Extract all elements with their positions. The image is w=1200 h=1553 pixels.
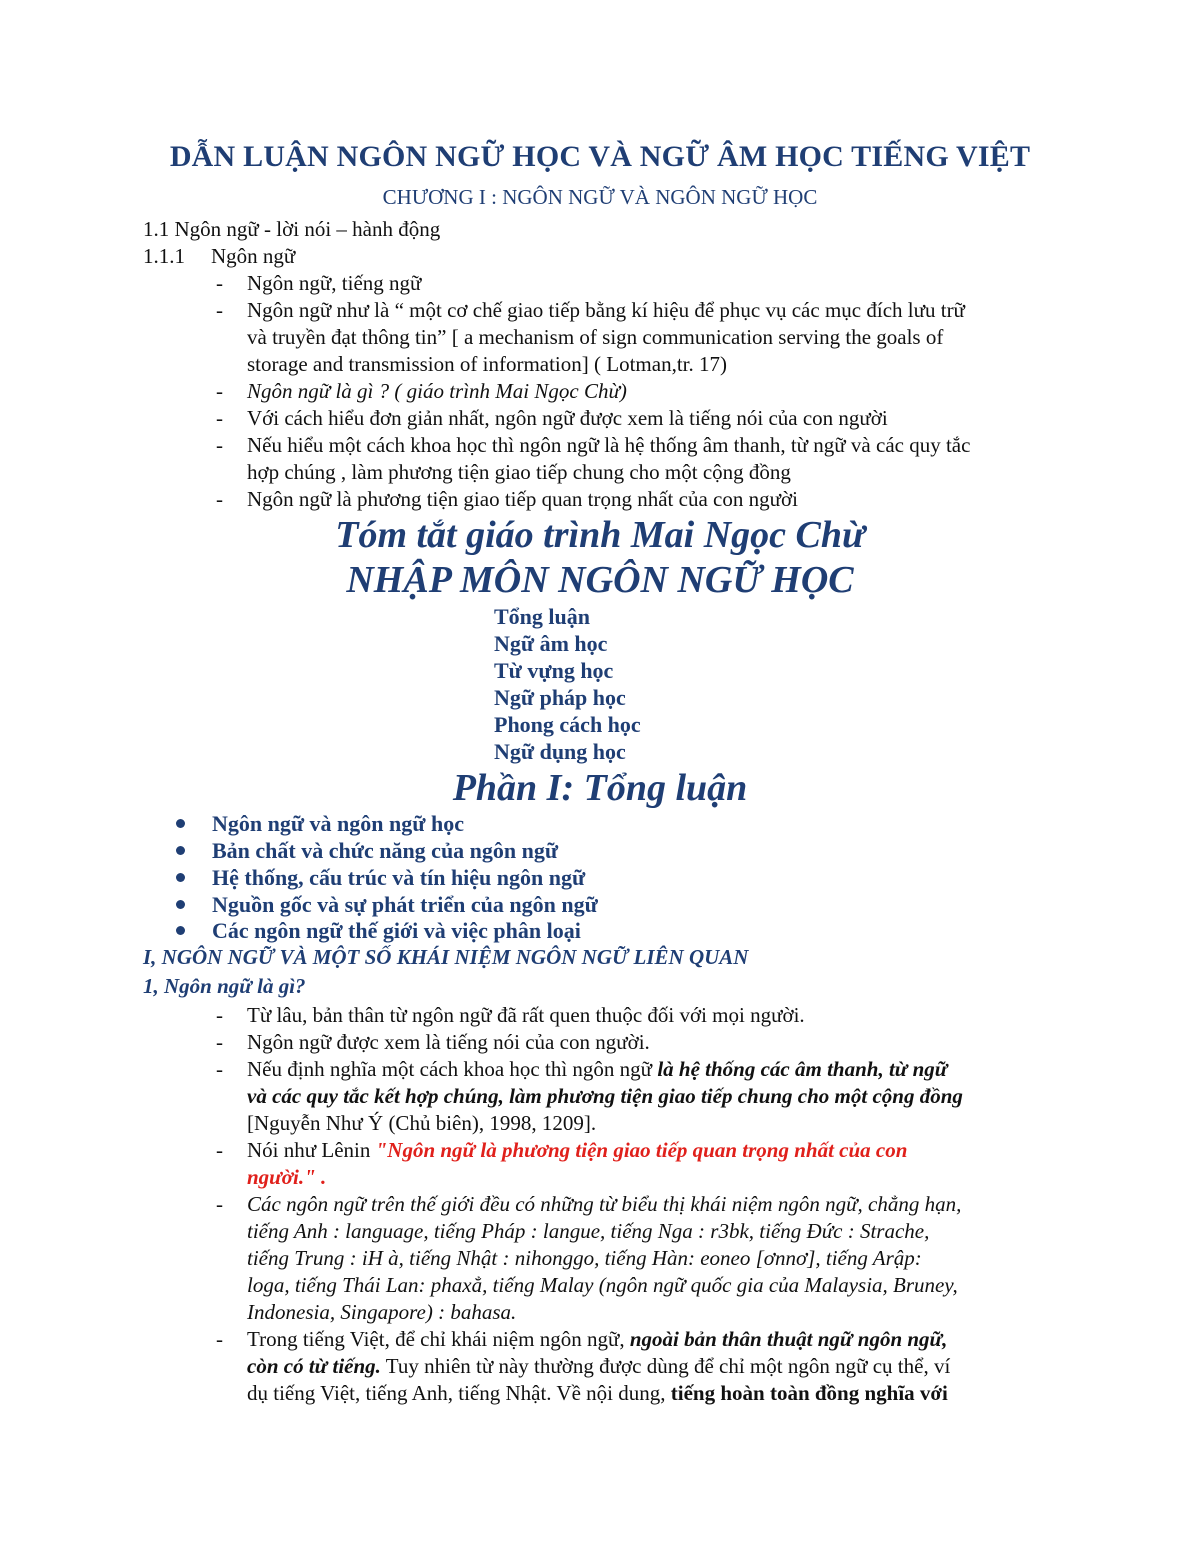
- emphasis-text: còn có từ tiếng.: [247, 1354, 381, 1378]
- paragraph-definition-continued: [247, 1083, 963, 1110]
- paragraph-quote-continued: [247, 1164, 326, 1191]
- bullet-icon: [176, 926, 185, 935]
- toc-item: Tổng luận: [494, 604, 590, 629]
- section-1-1-1-number: 1.1.1: [143, 244, 185, 268]
- citation: [Nguyễn Như Ý (Chủ biên), 1998, 1209].: [247, 1111, 597, 1135]
- list-item: Ngôn ngữ là phương tiện giao tiếp quan trọng nhất của con người: [247, 487, 798, 511]
- paragraph-vietnamese-continued: [247, 1380, 948, 1407]
- emphasis-text: ngoài bản thân thuật ngữ ngôn ngữ,: [629, 1327, 948, 1351]
- paragraph-vietnamese-continued: [247, 1353, 950, 1380]
- list-item: Ngôn ngữ là gì ? ( giáo trình Mai Ngọc Chừ): [247, 379, 627, 403]
- quote-text: "Ngôn ngữ là phương tiện giao tiếp quan trọng nhất của con: [375, 1138, 908, 1162]
- paragraph-italic: Các ngôn ngữ trên thế giới đều có những từ biểu thị khái niệm ngôn ngữ, chẳng hạn,: [247, 1192, 962, 1216]
- paragraph-vietnamese: [247, 1326, 947, 1353]
- bullet-item: Nguồn gốc và sự phát triển của ngôn ngữ: [212, 892, 598, 917]
- toc-item: Từ vựng học: [494, 658, 614, 683]
- paragraph-quote: [247, 1137, 907, 1164]
- dash-marker: -: [216, 1138, 223, 1162]
- list-item-continued: và truyền đạt thông tin” [ a mechanism of sign communication serving the goals of: [247, 325, 944, 349]
- paragraph: Ngôn ngữ được xem là tiếng nói của con người.: [247, 1030, 650, 1054]
- paragraph: Từ lâu, bản thân từ ngôn ngữ đã rất quen thuộc đối với mọi người.: [247, 1003, 805, 1027]
- summary-title: Tóm tắt giáo trình Mai Ngọc Chừ: [335, 514, 865, 556]
- dash-marker: -: [216, 1057, 223, 1081]
- list-item: Nếu hiểu một cách khoa học thì ngôn ngữ là hệ thống âm thanh, từ ngữ và các quy tắc: [247, 433, 971, 457]
- heading-section-1: 1, Ngôn ngữ là gì?: [143, 974, 306, 998]
- quote-text: người." .: [247, 1165, 327, 1189]
- summary-subtitle: NHẬP MÔN NGÔN NGỮ HỌC: [346, 559, 854, 601]
- dash-marker: -: [216, 1003, 223, 1027]
- toc-item: Ngữ âm học: [494, 631, 608, 656]
- dash-marker: -: [216, 1327, 223, 1351]
- section-1-1-1-label: Ngôn ngữ: [211, 244, 296, 268]
- emphasis-text: tiếng hoàn toàn đồng nghĩa với: [670, 1381, 948, 1405]
- document-title: DẪN LUẬN NGÔN NGỮ HỌC VÀ NGỮ ÂM HỌC TIẾNG VIỆT: [169, 140, 1031, 173]
- paragraph-text: Nếu định nghĩa một cách khoa học thì ngôn ngữ: [247, 1057, 658, 1081]
- dash-marker: -: [216, 1030, 223, 1054]
- section-1-1: 1.1 Ngôn ngữ - lời nói – hành động: [143, 217, 441, 241]
- list-item: Với cách hiểu đơn giản nhất, ngôn ngữ được xem là tiếng nói của con người: [247, 406, 888, 430]
- emphasis-text: là hệ thống các âm thanh, từ ngữ: [657, 1057, 948, 1081]
- bullet-item: Các ngôn ngữ thế giới và việc phân loại: [212, 918, 581, 943]
- emphasis-text: và các quy tắc kết hợp chúng, làm phương tiện giao tiếp chung cho một cộng đồng: [247, 1084, 963, 1108]
- chapter-title: CHƯƠNG I : NGÔN NGỮ VÀ NGÔN NGỮ HỌC: [382, 185, 818, 209]
- dash-marker: -: [216, 298, 223, 322]
- heading-section-I: I, NGÔN NGỮ VÀ MỘT SỐ KHÁI NIỆM NGÔN NGỮ LIÊN QUAN: [143, 945, 749, 969]
- list-item: Ngôn ngữ, tiếng ngữ: [247, 271, 422, 295]
- bullet-item: Hệ thống, cấu trúc và tín hiệu ngôn ngữ: [212, 865, 586, 890]
- list-item-continued: storage and transmission of information] ( Lotman,tr. 17): [247, 352, 727, 376]
- dash-marker: -: [216, 487, 223, 511]
- bullet-icon: [176, 873, 185, 882]
- paragraph-italic: tiếng Trung : iH à, tiếng Nhật : nihonggo, tiếng Hàn: eoneo [ơnnơ], tiếng Arập:: [247, 1246, 922, 1270]
- paragraph-definition: [247, 1056, 947, 1083]
- paragraph-italic: tiếng Anh : language, tiếng Pháp : langue, tiếng Nga : r3bk, tiếng Đức : Strache,: [247, 1219, 930, 1243]
- bullet-item: Ngôn ngữ và ngôn ngữ học: [212, 811, 464, 836]
- toc-item: Phong cách học: [494, 712, 641, 737]
- part-title: Phần I: Tổng luận: [452, 767, 748, 809]
- toc-item: Ngữ pháp học: [494, 685, 626, 710]
- bullet-icon: [176, 900, 185, 909]
- bullet-icon: [176, 846, 185, 855]
- dash-marker: -: [216, 406, 223, 430]
- paragraph-text: Nói như Lênin: [247, 1138, 376, 1162]
- dash-marker: -: [216, 1192, 223, 1216]
- paragraph-text: Trong tiếng Việt, để chỉ khái niệm ngôn ngữ,: [247, 1327, 630, 1351]
- dash-marker: -: [216, 433, 223, 457]
- bullet-item: Bản chất và chức năng của ngôn ngữ: [212, 838, 559, 863]
- dash-marker: -: [216, 271, 223, 295]
- paragraph-italic: loga, tiếng Thái Lan: phaxẳ, tiếng Malay (ngôn ngữ quốc gia của Malaysia, Bruney,: [247, 1273, 958, 1297]
- list-item: Ngôn ngữ như là “ một cơ chế giao tiếp bằng kí hiệu để phục vụ các mục đích lưu trữ: [247, 298, 965, 322]
- dash-marker: -: [216, 379, 223, 403]
- paragraph-italic: Indonesia, Singapore) : bahasa.: [247, 1300, 517, 1324]
- paragraph-text: dụ tiếng Việt, tiếng Anh, tiếng Nhật. Về nội dung,: [247, 1381, 671, 1405]
- bullet-icon: [176, 819, 185, 828]
- paragraph-text: Tuy nhiên từ này thường được dùng để chỉ một ngôn ngữ cụ thể, ví: [380, 1354, 951, 1378]
- toc-item: Ngữ dụng học: [494, 739, 626, 764]
- list-item-continued: hợp chúng , làm phương tiện giao tiếp chung cho một cộng đồng: [247, 460, 791, 484]
